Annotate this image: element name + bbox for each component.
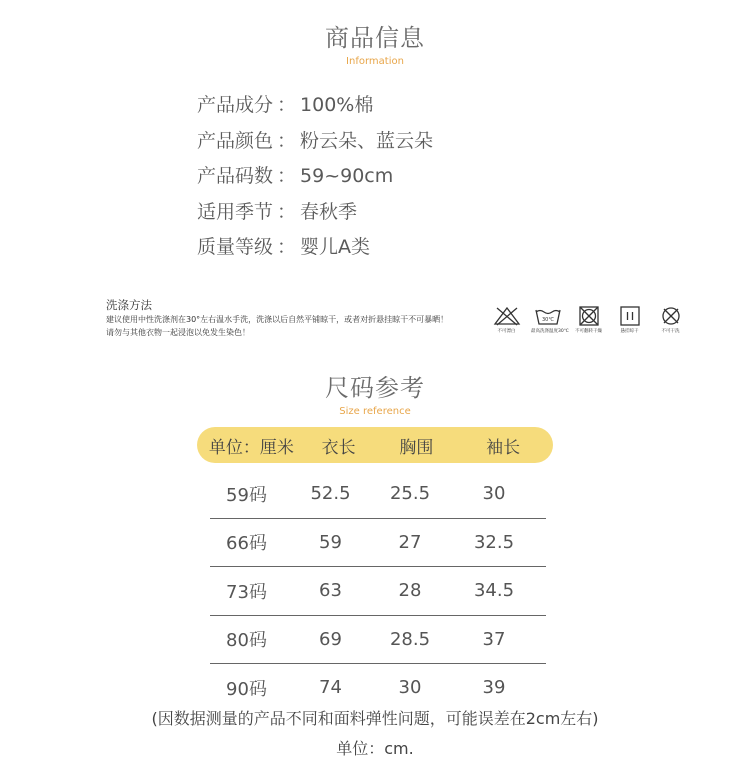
info-label: 适用季节 [197, 200, 274, 223]
sleeve-cell: 34.5 [473, 580, 515, 602]
info-heading-en: Information [346, 56, 404, 67]
care-caption: 悬挂晾干 [620, 329, 639, 334]
washing-line-1: 建议使用中性洗涤剂在30°左右温水手洗，洗涤以后自然平铺晾干，或者对折悬挂晾干不可暴晒！ [106, 315, 449, 324]
header-chest: 胸围 [399, 437, 434, 458]
info-row [197, 197, 433, 233]
measurement-footnote: (因数据测量的产品不同和面料弹性问题，可能误差在2cm左右) [151, 709, 599, 728]
info-row [197, 90, 433, 126]
header-unit: 单位：厘米 [208, 437, 294, 458]
info-separator: ： [277, 94, 297, 116]
table-row [210, 567, 546, 616]
care-item [613, 306, 646, 334]
table-row [210, 616, 546, 665]
care-caption: 最高洗涤温度30℃ [531, 329, 569, 334]
size-cell: 73码 [226, 581, 267, 603]
line-dry-icon [616, 306, 644, 326]
no-dry-clean-icon [657, 306, 685, 326]
size-cell: 90码 [226, 678, 267, 700]
care-caption: 不可干洗 [661, 329, 680, 334]
care-item [531, 306, 569, 334]
info-heading [0, 18, 750, 67]
info-heading-zh: 商品信息 [325, 24, 425, 52]
chest-cell: 27 [398, 531, 422, 553]
size-cell: 80码 [226, 630, 267, 652]
size-heading-en: Size reference [339, 406, 411, 417]
header-sleeve: 袖长 [486, 437, 521, 458]
sleeve-cell: 32.5 [473, 531, 515, 553]
sleeve-cell: 39 [482, 677, 506, 699]
table-row [210, 664, 546, 712]
info-separator: ： [277, 129, 297, 152]
info-value: 婴儿A类 [300, 236, 371, 258]
wash-30-icon [534, 306, 562, 326]
length-cell: 52.5 [310, 483, 351, 505]
chest-cell: 30 [398, 677, 422, 699]
sleeve-cell: 37 [482, 628, 506, 650]
info-value: 粉云朵、蓝云朵 [300, 129, 434, 152]
info-separator: ： [277, 165, 297, 187]
chest-cell: 28 [398, 580, 422, 602]
info-value: 春秋季 [300, 200, 358, 223]
info-label: 产品成分 [197, 94, 274, 116]
size-cell: 66码 [226, 533, 267, 555]
size-table [197, 427, 553, 712]
info-row [197, 161, 433, 197]
care-caption: 不可翻转干燥 [575, 329, 602, 334]
table-row [210, 470, 546, 519]
info-row [197, 126, 433, 162]
info-label: 产品颜色 [197, 129, 274, 152]
no-tumble-dry-icon [575, 306, 603, 326]
care-item [490, 306, 523, 334]
chest-cell: 28.5 [389, 628, 431, 650]
length-cell: 74 [319, 677, 342, 699]
info-separator: ： [277, 236, 297, 258]
size-cell: 59码 [226, 484, 267, 506]
size-heading [0, 368, 750, 417]
washing-title: 洗涤方法 [106, 298, 152, 312]
sleeve-cell: 30 [482, 483, 506, 505]
care-item [654, 306, 687, 334]
header-length: 衣长 [321, 437, 356, 458]
length-cell: 69 [319, 628, 342, 650]
size-table-body [197, 470, 553, 712]
chest-cell: 25.5 [389, 483, 431, 505]
care-item [572, 306, 605, 334]
info-value: 100%棉 [300, 94, 374, 116]
info-label: 产品码数 [197, 165, 274, 187]
unit-note: 单位：cm. [336, 739, 414, 758]
table-row [210, 519, 546, 568]
product-info-list [197, 90, 433, 268]
care-icons [490, 306, 687, 334]
info-row [197, 232, 433, 268]
size-heading-zh: 尺码参考 [325, 374, 425, 402]
washing-line-2: 请勿与其他衣物一起浸泡以免发生染色！ [106, 328, 250, 337]
length-cell: 63 [319, 580, 342, 602]
length-cell: 59 [319, 531, 342, 553]
size-table-header [197, 427, 553, 463]
info-value: 59~90cm [300, 165, 394, 187]
info-label: 质量等级 [197, 236, 274, 258]
care-caption: 不可漂白 [497, 329, 516, 334]
wash-temp-text: 30℃ [541, 317, 554, 323]
no-bleach-icon [493, 306, 521, 326]
info-separator: ： [277, 200, 297, 223]
